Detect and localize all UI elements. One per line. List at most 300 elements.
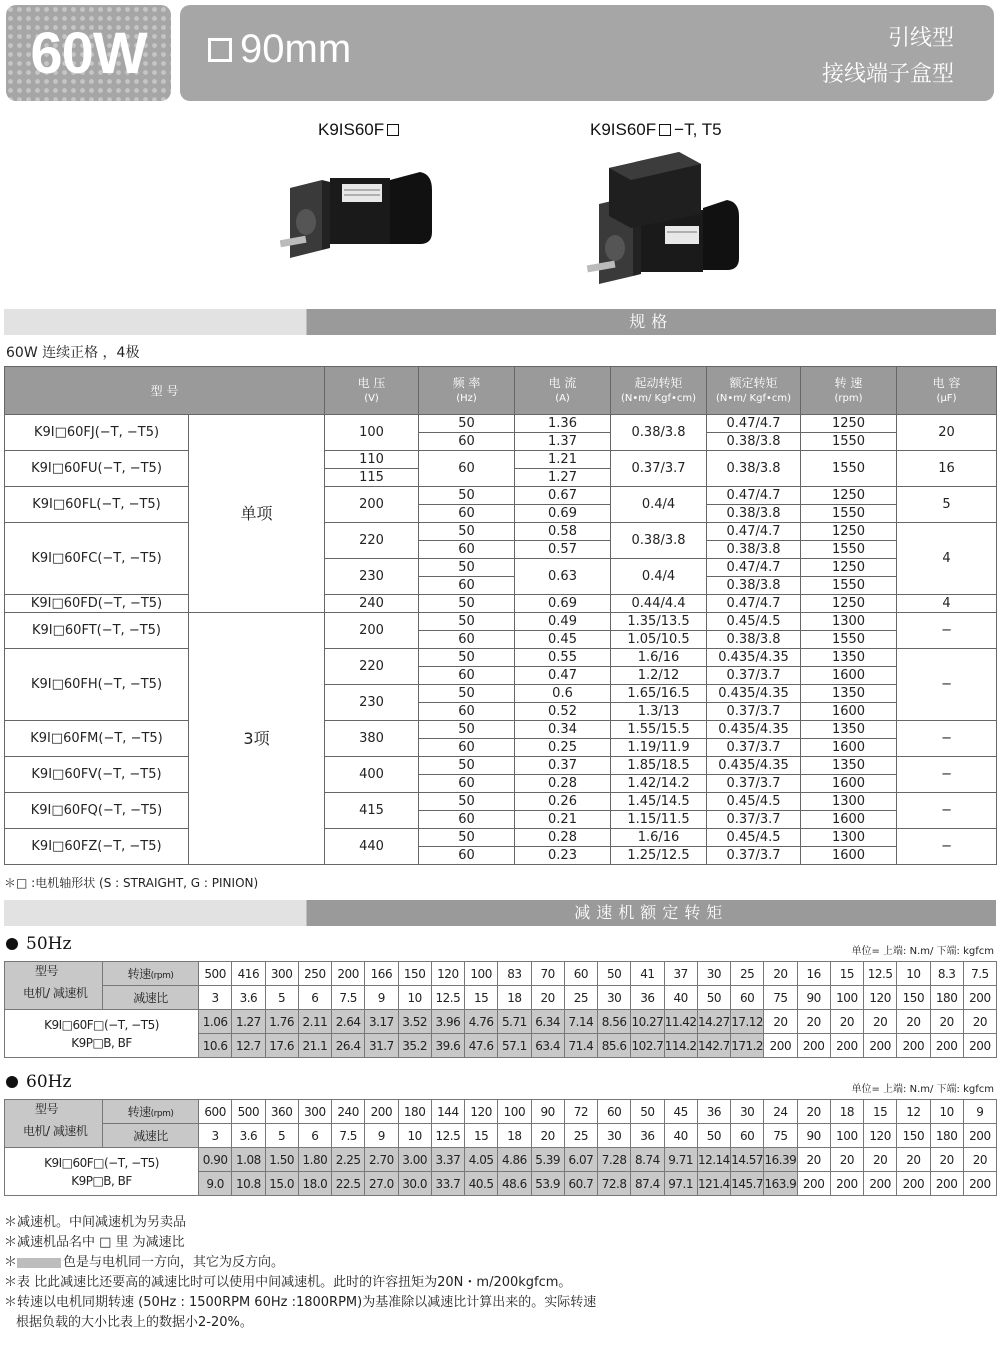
torque-nm-cell: 3.37 — [431, 1148, 464, 1172]
corner-motor-label: 电机/ 减速机 — [23, 1124, 88, 1138]
starting-torque-cell: 0.4/4 — [611, 559, 707, 595]
gear-model-cell — [5, 1148, 199, 1196]
ratio-label: 减速比 — [103, 1124, 199, 1148]
rated-torque-cell: 0.45/4.5 — [707, 613, 801, 631]
gear-model-line1: K9I□60F□(−T, −T5) — [44, 1017, 159, 1032]
ratio-cell: 40 — [664, 1124, 697, 1148]
speed-cell: 12 — [897, 1100, 930, 1124]
shade-swatch-icon — [17, 1258, 61, 1268]
type-lines — [822, 21, 954, 93]
unit-note-50: 单位= 上端: N.m/ 下端: kgfcm — [851, 946, 994, 957]
ratio-row — [5, 1124, 997, 1148]
rated-torque-cell: 0.47/4.7 — [707, 415, 801, 433]
speed-cell: 1300 — [801, 829, 897, 847]
frequency-cell: 50 — [419, 649, 515, 667]
speed-cell: 1600 — [801, 811, 897, 829]
torque-kgf-cell: 15.0 — [265, 1172, 298, 1196]
starting-torque-cell: 1.42/14.2 — [611, 775, 707, 793]
rated-torque-cell: 0.45/4.5 — [707, 793, 801, 811]
torque-kgf-cell: 63.4 — [531, 1034, 564, 1058]
ratio-cell: 12.5 — [431, 986, 464, 1010]
square-placeholder-icon — [659, 124, 671, 136]
ratio-cell: 75 — [764, 986, 797, 1010]
ratio-cell: 90 — [797, 1124, 830, 1148]
torque-nm-cell: 20 — [797, 1148, 830, 1172]
freq-50hz-heading — [6, 934, 71, 954]
torque-kgf-cell: 200 — [897, 1034, 930, 1058]
torque-nm-cell: 20 — [830, 1148, 863, 1172]
speed-cell: 1350 — [801, 649, 897, 667]
torque-kgf-cell: 121.4 — [697, 1172, 730, 1196]
torque-nm-cell: 2.64 — [332, 1010, 365, 1034]
corner-type-label: 型号 — [35, 1102, 59, 1116]
voltage-cell: 200 — [325, 487, 419, 523]
torque-nm-cell: 10.27 — [631, 1010, 664, 1034]
torque-kgf-cell: 27.0 — [365, 1172, 398, 1196]
torque-nm-cell: 5.71 — [498, 1010, 531, 1034]
torque-kgf-cell: 10.6 — [199, 1034, 232, 1058]
capacitor-cell: 5 — [897, 487, 997, 523]
torque-nm-cell: 16.39 — [764, 1148, 797, 1172]
torque-kgf-cell: 142.7 — [697, 1034, 730, 1058]
right-model-name: K9IS60F — [590, 120, 657, 139]
current-cell: 0.21 — [515, 811, 611, 829]
speed-cell: 360 — [265, 1100, 298, 1124]
model-name: K9I□60FQ(−T, −T5) — [5, 793, 189, 829]
voltage-cell: 110 — [325, 451, 419, 469]
speed-cell: 24 — [764, 1100, 797, 1124]
header-frequency: 频 率 (Hz) — [419, 367, 515, 415]
frequency-cell: 60 — [419, 577, 515, 595]
torque-nm-cell: 1.27 — [232, 1010, 265, 1034]
voltage-cell: 380 — [325, 721, 419, 757]
torque-nm-cell: 3.00 — [398, 1148, 431, 1172]
current-cell: 1.36 — [515, 415, 611, 433]
speed-cell: 50 — [631, 1100, 664, 1124]
ratio-label: 减速比 — [103, 986, 199, 1010]
torque-kgf-cell: 171.2 — [731, 1034, 764, 1058]
frequency-cell: 60 — [419, 631, 515, 649]
spec-table — [4, 366, 997, 865]
torque-kgf-cell: 200 — [897, 1172, 930, 1196]
torque-nm-cell: 2.11 — [298, 1010, 331, 1034]
voltage-cell: 400 — [325, 757, 419, 793]
torque-nm-cell: 1.06 — [199, 1010, 232, 1034]
torque-nm-cell: 20 — [930, 1148, 963, 1172]
speed-cell: 1550 — [801, 577, 897, 595]
voltage-cell: 115 — [325, 469, 419, 487]
model-name: K9I□60FM(−T, −T5) — [5, 721, 189, 757]
voltage-cell: 220 — [325, 523, 419, 559]
current-cell: 0.55 — [515, 649, 611, 667]
model-name: K9I□60FH(−T, −T5) — [5, 649, 189, 721]
torque-nm-cell: 20 — [797, 1010, 830, 1034]
torque-nm-cell: 8.74 — [631, 1148, 664, 1172]
current-cell: 0.49 — [515, 613, 611, 631]
speed-cell: 36 — [697, 1100, 730, 1124]
torque-nm-cell: 20 — [830, 1010, 863, 1034]
rated-torque-cell: 0.435/4.35 — [707, 685, 801, 703]
ratio-cell: 100 — [830, 986, 863, 1010]
speed-cell: 90 — [531, 1100, 564, 1124]
torque-nm-cell: 11.42 — [664, 1010, 697, 1034]
torque-nm-cell: 6.07 — [564, 1148, 597, 1172]
corner-header — [5, 962, 103, 1010]
starting-torque-cell: 1.3/13 — [611, 703, 707, 721]
frequency-cell: 50 — [419, 487, 515, 505]
frequency-cell: 60 — [419, 847, 515, 865]
torque-nm-cell: 20 — [764, 1010, 797, 1034]
torque-kgf-cell: 200 — [864, 1172, 897, 1196]
freq-60hz-label: 60Hz — [26, 1072, 72, 1092]
current-cell: 0.37 — [515, 757, 611, 775]
current-cell: 0.67 — [515, 487, 611, 505]
speed-cell: 1600 — [801, 739, 897, 757]
ratio-cell: 9 — [365, 986, 398, 1010]
speed-cell: 500 — [232, 1100, 265, 1124]
table-row — [5, 757, 997, 775]
speed-cell: 180 — [398, 1100, 431, 1124]
frequency-cell: 60 — [419, 433, 515, 451]
header-bar — [180, 5, 994, 101]
speed-label: 转速(rpm) — [103, 1100, 199, 1124]
voltage-cell: 230 — [325, 685, 419, 721]
spec-header-row — [5, 367, 997, 415]
torque-kgf-cell: 200 — [764, 1034, 797, 1058]
torque-nm-cell: 3.96 — [431, 1010, 464, 1034]
capacitor-cell: 20 — [897, 415, 997, 451]
gear-section-title: 减速机额定转矩 — [574, 903, 729, 922]
torque-nm-cell: 8.56 — [598, 1010, 631, 1034]
ratio-cell: 150 — [897, 986, 930, 1010]
torque-kgf-cell: 18.0 — [298, 1172, 331, 1196]
rated-torque-cell: 0.47/4.7 — [707, 595, 801, 613]
frequency-cell: 60 — [419, 703, 515, 721]
header-starting-torque: 起动转矩 (N•m/ Kgf•cm) — [611, 367, 707, 415]
starting-torque-cell: 1.6/16 — [611, 829, 707, 847]
current-cell: 0.57 — [515, 541, 611, 559]
table-row — [5, 595, 997, 613]
speed-cell: 300 — [298, 1100, 331, 1124]
torque-nm-cell: 0.90 — [199, 1148, 232, 1172]
capacitor-cell: 16 — [897, 451, 997, 487]
frequency-cell: 50 — [419, 757, 515, 775]
model-name: K9I□60FC(−T, −T5) — [5, 523, 189, 595]
torque-nm-cell: 1.08 — [232, 1148, 265, 1172]
rated-torque-cell: 0.47/4.7 — [707, 559, 801, 577]
torque-nm-cell: 20 — [963, 1010, 996, 1034]
speed-cell: 1550 — [801, 631, 897, 649]
torque-kgf-cell: 30.0 — [398, 1172, 431, 1196]
frequency-cell: 50 — [419, 559, 515, 577]
square-placeholder-icon — [387, 124, 399, 136]
rated-torque-cell: 0.37/3.7 — [707, 739, 801, 757]
speed-cell: 83 — [498, 962, 531, 986]
spec-section-bar — [4, 309, 996, 335]
ratio-cell: 120 — [864, 1124, 897, 1148]
torque-kgf-cell: 114.2 — [664, 1034, 697, 1058]
torque-nm-cell: 1.76 — [265, 1010, 298, 1034]
speed-cell: 30 — [731, 1100, 764, 1124]
torque-kgf-cell: 85.6 — [598, 1034, 631, 1058]
speed-cell: 120 — [465, 1100, 498, 1124]
frequency-cell: 50 — [419, 685, 515, 703]
current-cell: 1.27 — [515, 469, 611, 487]
torque-nm-cell: 20 — [930, 1010, 963, 1034]
model-name: K9I□60FD(−T, −T5) — [5, 595, 189, 613]
torque-kgf-cell: 87.4 — [631, 1172, 664, 1196]
ratio-cell: 25 — [564, 1124, 597, 1148]
voltage-cell: 415 — [325, 793, 419, 829]
torque-kgf-cell: 200 — [830, 1172, 863, 1196]
current-cell: 0.69 — [515, 595, 611, 613]
torque-kgf-cell: 12.7 — [232, 1034, 265, 1058]
footnote-3-text: 色是与电机同一方向，其它为反方向。 — [63, 1255, 285, 1270]
speed-cell: 1600 — [801, 775, 897, 793]
footnote-3: ＊ 色是与电机同一方向，其它为反方向。 — [4, 1255, 285, 1270]
torque-kgf-cell: 72.8 — [598, 1172, 631, 1196]
speed-cell: 7.5 — [963, 962, 996, 986]
rated-torque-cell: 0.37/3.7 — [707, 703, 801, 721]
starting-torque-cell: 0.38/3.8 — [611, 415, 707, 451]
frequency-cell: 60 — [419, 775, 515, 793]
rated-torque-cell: 0.38/3.8 — [707, 577, 801, 595]
starting-torque-cell: 1.35/13.5 — [611, 613, 707, 631]
footnote-2: ＊减速机品名中 □ 里 为减速比 — [4, 1235, 185, 1250]
starting-torque-cell: 1.2/12 — [611, 667, 707, 685]
frequency-cell: 60 — [419, 451, 515, 487]
model-name: K9I□60FJ(−T, −T5) — [5, 415, 189, 451]
speed-cell: 30 — [697, 962, 730, 986]
torque-nm-cell: 14.57 — [731, 1148, 764, 1172]
torque-nm-cell: 2.70 — [365, 1148, 398, 1172]
header-model: 型 号 — [5, 367, 325, 415]
rated-torque-cell: 0.38/3.8 — [707, 541, 801, 559]
rated-torque-cell: 0.45/4.5 — [707, 829, 801, 847]
torque-kgf-cell: 21.1 — [298, 1034, 331, 1058]
speed-cell: 1350 — [801, 757, 897, 775]
frequency-cell: 50 — [419, 613, 515, 631]
unit-note-60: 单位= 上端: N.m/ 下端: kgfcm — [851, 1084, 994, 1095]
speed-label: 转速(rpm) — [103, 962, 199, 986]
torque-kgf-cell: 39.6 — [431, 1034, 464, 1058]
capacitor-cell: − — [897, 649, 997, 721]
starting-torque-cell: 1.05/10.5 — [611, 631, 707, 649]
torque-kgf-cell: 9.0 — [199, 1172, 232, 1196]
speed-cell: 1350 — [801, 685, 897, 703]
ratio-cell: 75 — [764, 1124, 797, 1148]
torque-nm-cell: 6.34 — [531, 1010, 564, 1034]
header-current: 电 流 (A) — [515, 367, 611, 415]
speed-row — [5, 962, 997, 986]
rated-torque-cell: 0.37/3.7 — [707, 775, 801, 793]
torque-nm-cell: 2.25 — [332, 1148, 365, 1172]
torque-kgf-cell: 163.9 — [764, 1172, 797, 1196]
corner-motor-label: 电机/ 减速机 — [23, 986, 88, 1000]
torque-nm-cell: 9.71 — [664, 1148, 697, 1172]
torque-kgf-cell: 35.2 — [398, 1034, 431, 1058]
table-row — [5, 451, 997, 469]
speed-cell: 1550 — [801, 541, 897, 559]
model-name: K9I□60FU(−T, −T5) — [5, 451, 189, 487]
speed-cell: 120 — [431, 962, 464, 986]
bullet-icon — [6, 938, 18, 950]
speed-cell: 500 — [199, 962, 232, 986]
bullet-icon — [6, 1076, 18, 1088]
frequency-cell: 50 — [419, 793, 515, 811]
ratio-cell: 30 — [598, 986, 631, 1010]
table-row — [5, 613, 997, 631]
header-capacitor: 电 容 (μF) — [897, 367, 997, 415]
rated-torque-cell: 0.435/4.35 — [707, 757, 801, 775]
starting-torque-cell: 1.6/16 — [611, 649, 707, 667]
ratio-cell: 18 — [498, 986, 531, 1010]
ratio-cell: 3.6 — [232, 1124, 265, 1148]
ratio-cell: 20 — [531, 1124, 564, 1148]
current-cell: 1.37 — [515, 433, 611, 451]
current-cell: 0.25 — [515, 739, 611, 757]
table-row — [5, 523, 997, 541]
torque-kgf-cell: 145.7 — [731, 1172, 764, 1196]
ratio-cell: 10 — [398, 1124, 431, 1148]
ratio-cell: 150 — [897, 1124, 930, 1148]
speed-cell: 1250 — [801, 523, 897, 541]
rated-torque-cell: 0.47/4.7 — [707, 487, 801, 505]
speed-cell: 100 — [498, 1100, 531, 1124]
table-row — [5, 649, 997, 667]
torque-nm-cell: 7.14 — [564, 1010, 597, 1034]
speed-cell: 20 — [764, 962, 797, 986]
torque-kgf-cell: 200 — [864, 1034, 897, 1058]
speed-cell: 8.3 — [930, 962, 963, 986]
capacitor-cell: − — [897, 829, 997, 865]
ratio-cell: 180 — [930, 986, 963, 1010]
capacitor-cell: − — [897, 793, 997, 829]
speed-cell: 200 — [332, 962, 365, 986]
rated-torque-cell: 0.37/3.7 — [707, 667, 801, 685]
gear-model-line2: K9P□B, BF — [71, 1035, 132, 1050]
ratio-cell: 30 — [598, 1124, 631, 1148]
speed-cell: 25 — [731, 962, 764, 986]
torque-kgf-cell: 200 — [963, 1034, 996, 1058]
speed-cell: 9 — [963, 1100, 996, 1124]
speed-cell: 1350 — [801, 721, 897, 739]
torque-nm-cell: 20 — [864, 1010, 897, 1034]
torque-kgf-cell: 200 — [797, 1172, 830, 1196]
starting-torque-cell: 1.45/14.5 — [611, 793, 707, 811]
ratio-cell: 6 — [298, 1124, 331, 1148]
current-cell: 0.63 — [515, 559, 611, 595]
gear-model-cell — [5, 1010, 199, 1058]
speed-cell: 1600 — [801, 667, 897, 685]
header-voltage: 电 压 (V) — [325, 367, 419, 415]
starting-torque-cell: 1.55/15.5 — [611, 721, 707, 739]
speed-cell: 41 — [631, 962, 664, 986]
gear-table-60hz — [4, 1099, 997, 1196]
rated-torque-cell: 0.435/4.35 — [707, 649, 801, 667]
ratio-cell: 36 — [631, 1124, 664, 1148]
rated-torque-cell: 0.37/3.7 — [707, 811, 801, 829]
torque-nm-cell: 4.76 — [465, 1010, 498, 1034]
capacitor-cell: − — [897, 721, 997, 757]
torque-kgf-cell: 31.7 — [365, 1034, 398, 1058]
torque-nm-cell: 5.39 — [531, 1148, 564, 1172]
footnote-6: 根据负载的大小比表上的数据小2-20%。 — [16, 1315, 253, 1330]
footnote-4: ＊表 比此减速比还要高的减速比时可以使用中间减速机。此时的许容扭矩为20N・m/200kgfcm。 — [4, 1275, 572, 1290]
table-row — [5, 415, 997, 433]
frequency-cell: 60 — [419, 505, 515, 523]
current-cell: 0.28 — [515, 829, 611, 847]
voltage-cell: 100 — [325, 415, 419, 451]
gear-section-bar — [4, 900, 996, 926]
starting-torque-cell: 1.65/16.5 — [611, 685, 707, 703]
corner-header — [5, 1100, 103, 1148]
spec-note: 60W 连续正格 ，4极 — [6, 345, 140, 361]
torque-nm-cell: 20 — [897, 1010, 930, 1034]
capacitor-cell: 4 — [897, 523, 997, 595]
ratio-cell: 200 — [963, 1124, 996, 1148]
frequency-cell: 50 — [419, 595, 515, 613]
gear-model-line2: K9P□B, BF — [71, 1173, 132, 1188]
speed-cell: 12.5 — [864, 962, 897, 986]
table-row — [5, 793, 997, 811]
speed-cell: 1550 — [801, 433, 897, 451]
torque-kgf-cell: 26.4 — [332, 1034, 365, 1058]
left-model-name: K9IS60F — [318, 120, 385, 139]
type-terminal-box: 接线端子盒型 — [821, 62, 954, 87]
speed-cell: 100 — [465, 962, 498, 986]
speed-cell: 1300 — [801, 613, 897, 631]
torque-kgf-cell: 102.7 — [631, 1034, 664, 1058]
ratio-cell: 3.6 — [232, 986, 265, 1010]
starting-torque-cell: 0.38/3.8 — [611, 523, 707, 559]
phase-three: 3项 — [189, 613, 325, 865]
speed-cell: 72 — [564, 1100, 597, 1124]
speed-cell: 416 — [232, 962, 265, 986]
ratio-cell: 20 — [531, 986, 564, 1010]
footnote-1: ＊减速机。中间减速机为另卖品 — [4, 1215, 187, 1230]
rated-torque-cell: 0.38/3.8 — [707, 631, 801, 649]
ratio-cell: 25 — [564, 986, 597, 1010]
ratio-cell: 50 — [697, 1124, 730, 1148]
torque-kgf-cell: 33.7 — [431, 1172, 464, 1196]
speed-cell: 60 — [598, 1100, 631, 1124]
torque-kgf-cell: 60.7 — [564, 1172, 597, 1196]
torque-nm-cell: 20 — [963, 1148, 996, 1172]
speed-cell: 10 — [897, 962, 930, 986]
right-model-caption — [590, 120, 722, 140]
voltage-cell: 220 — [325, 649, 419, 685]
footnotes — [4, 1213, 596, 1333]
torque-nm-cell: 1.80 — [298, 1148, 331, 1172]
ratio-cell: 7.5 — [332, 1124, 365, 1148]
ratio-cell: 3 — [199, 1124, 232, 1148]
type-lead-wire: 引线型 — [887, 26, 954, 51]
torque-kgf-cell: 40.5 — [465, 1172, 498, 1196]
frequency-cell: 50 — [419, 721, 515, 739]
starting-torque-cell: 0.44/4.4 — [611, 595, 707, 613]
ratio-cell: 36 — [631, 986, 664, 1010]
speed-cell: 1300 — [801, 793, 897, 811]
shaft-note: ＊□ :电机轴形状 (S : STRAIGHT, G : PINION) — [4, 876, 259, 890]
capacitor-cell: − — [897, 757, 997, 793]
starting-torque-cell: 0.37/3.7 — [611, 451, 707, 487]
torque-nm-cell: 20 — [897, 1148, 930, 1172]
current-cell: 0.52 — [515, 703, 611, 721]
table-row — [5, 487, 997, 505]
ratio-cell: 18 — [498, 1124, 531, 1148]
model-name: K9I□60FL(−T, −T5) — [5, 487, 189, 523]
